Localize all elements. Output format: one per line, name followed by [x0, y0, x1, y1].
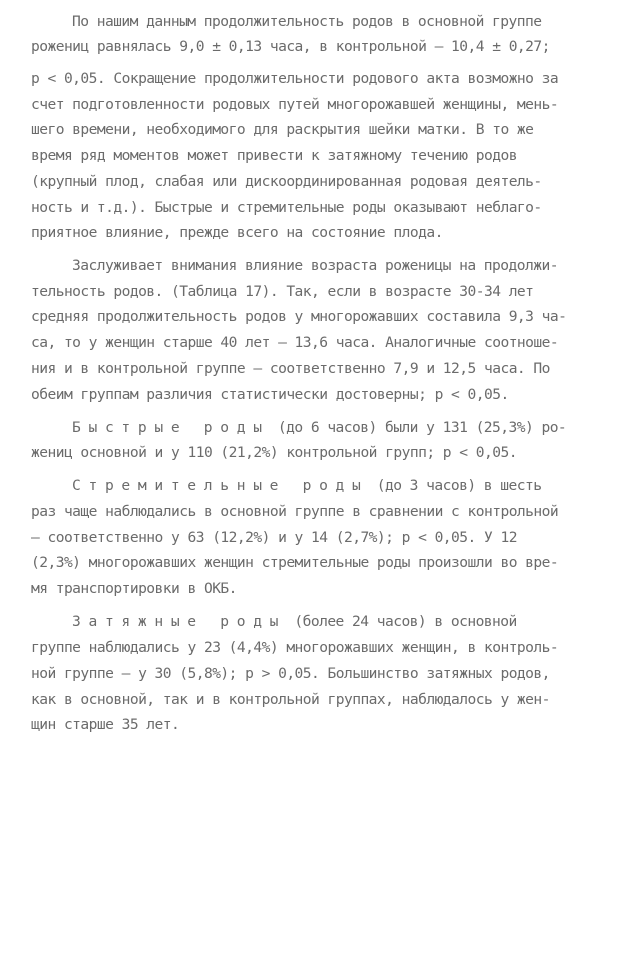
text-line: как в основной, так и в контрольной группах, наблюдалось у жен-	[31, 691, 550, 708]
text-line: раз чаще наблюдались в основной группе в сравнении с контрольной	[31, 503, 559, 520]
text-line: мя транспортировки в ОКБ.	[31, 580, 237, 597]
text-line: группе наблюдались у 23 (4,4%) многорожавших женщин, в контроль-	[31, 639, 559, 656]
text-line: время ряд моментов может привести к затяжному течению родов	[31, 147, 517, 164]
text-line: счет подготовленности родовых путей многорожавшей женщины, мень-	[31, 96, 559, 113]
text-line: шего времени, необходимого для раскрытия шейки матки. В то же	[31, 121, 534, 138]
text-line: (крупный плод, слабая или дискоординированная родовая деятель-	[31, 173, 542, 190]
text-line: С т р е м и т е л ь н ы е р о д ы (до 3 часов) в шесть	[72, 477, 542, 494]
text-line: З а т я ж н ы е р о д ы (более 24 часов) в основной	[72, 613, 517, 630]
text-line: Б ы с т р ы е р о д ы (до 6 часов) были у 131 (25,3%) ро-	[72, 419, 567, 436]
text-line: ния и в контрольной группе – соответственно 7,9 и 12,5 часа. По	[31, 360, 550, 377]
text-line: са, то у женщин старше 40 лет – 13,6 часа. Аналогичные соотноше-	[31, 334, 559, 351]
text-line: ной группе – у 30 (5,8%); р > 0,05. Большинство затяжных родов,	[31, 665, 550, 682]
text-line: приятное влияние, прежде всего на состояние плода.	[31, 224, 443, 241]
text-line: Заслуживает внимания влияние возраста роженицы на продолжи-	[72, 257, 558, 274]
text-line: средняя продолжительность родов у многорожавших составила 9,3 ча-	[31, 308, 567, 325]
text-line: щин старше 35 лет.	[31, 716, 180, 733]
text-line: тельность родов. (Таблица 17). Так, если в возрасте 30-34 лет	[31, 283, 534, 300]
text-line: рожениц равнялась 9,0 ± 0,13 часа, в контрольной – 10,4 ± 0,27;	[31, 38, 550, 55]
text-line: – соответственно у 63 (12,2%) и у 14 (2,7%); р < 0,05. У 12	[31, 529, 517, 546]
text-line: р < 0,05. Сокращение продолжительности родового акта возможно за	[31, 70, 559, 87]
text-line: обеим группам различия статистически достоверны; р < 0,05.	[31, 386, 509, 403]
text-line: жениц основной и у 110 (21,2%) контрольной групп; р < 0,05.	[31, 444, 517, 461]
text-line: По нашим данным продолжительность родов в основной группе	[72, 13, 542, 30]
text-line: ность и т.д.). Быстрые и стремительные роды оказывают неблаго-	[31, 199, 542, 216]
text-line: (2,3%) многорожавших женщин стремительные роды произошли во вре-	[31, 554, 559, 571]
